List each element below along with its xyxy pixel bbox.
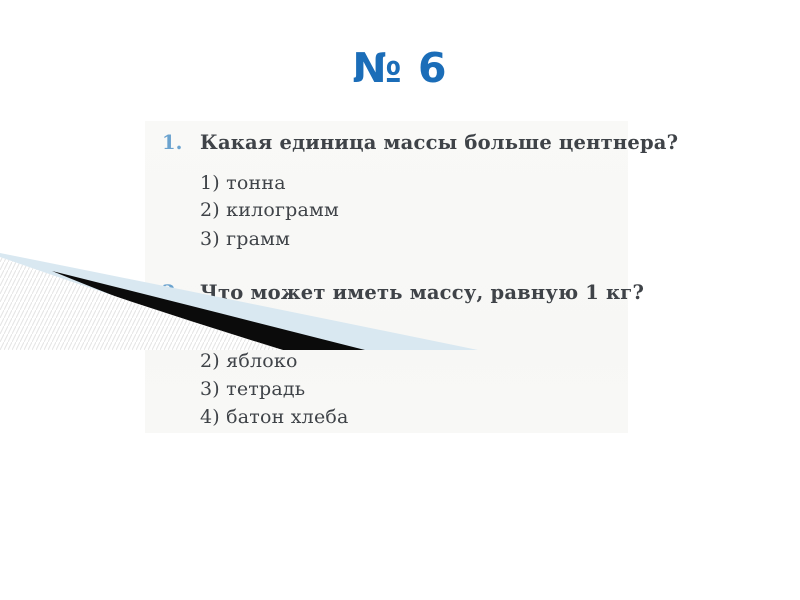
answer-option: 3) тетрадь bbox=[200, 378, 306, 400]
answer-option: 3) грамм bbox=[200, 228, 291, 250]
slide-title: № 6 bbox=[352, 44, 448, 92]
answer-option: 1) тонна bbox=[200, 172, 286, 194]
question-number: 1. bbox=[162, 131, 183, 154]
answer-option: 4) батон хлеба bbox=[200, 406, 349, 428]
answer-option: 2) яблоко bbox=[200, 350, 298, 372]
question-text: Какая единица массы больше центнера? bbox=[200, 131, 679, 154]
answer-option: 2) килограмм bbox=[200, 199, 339, 221]
question-text: Что может иметь массу, равную 1 кг? bbox=[200, 281, 645, 304]
